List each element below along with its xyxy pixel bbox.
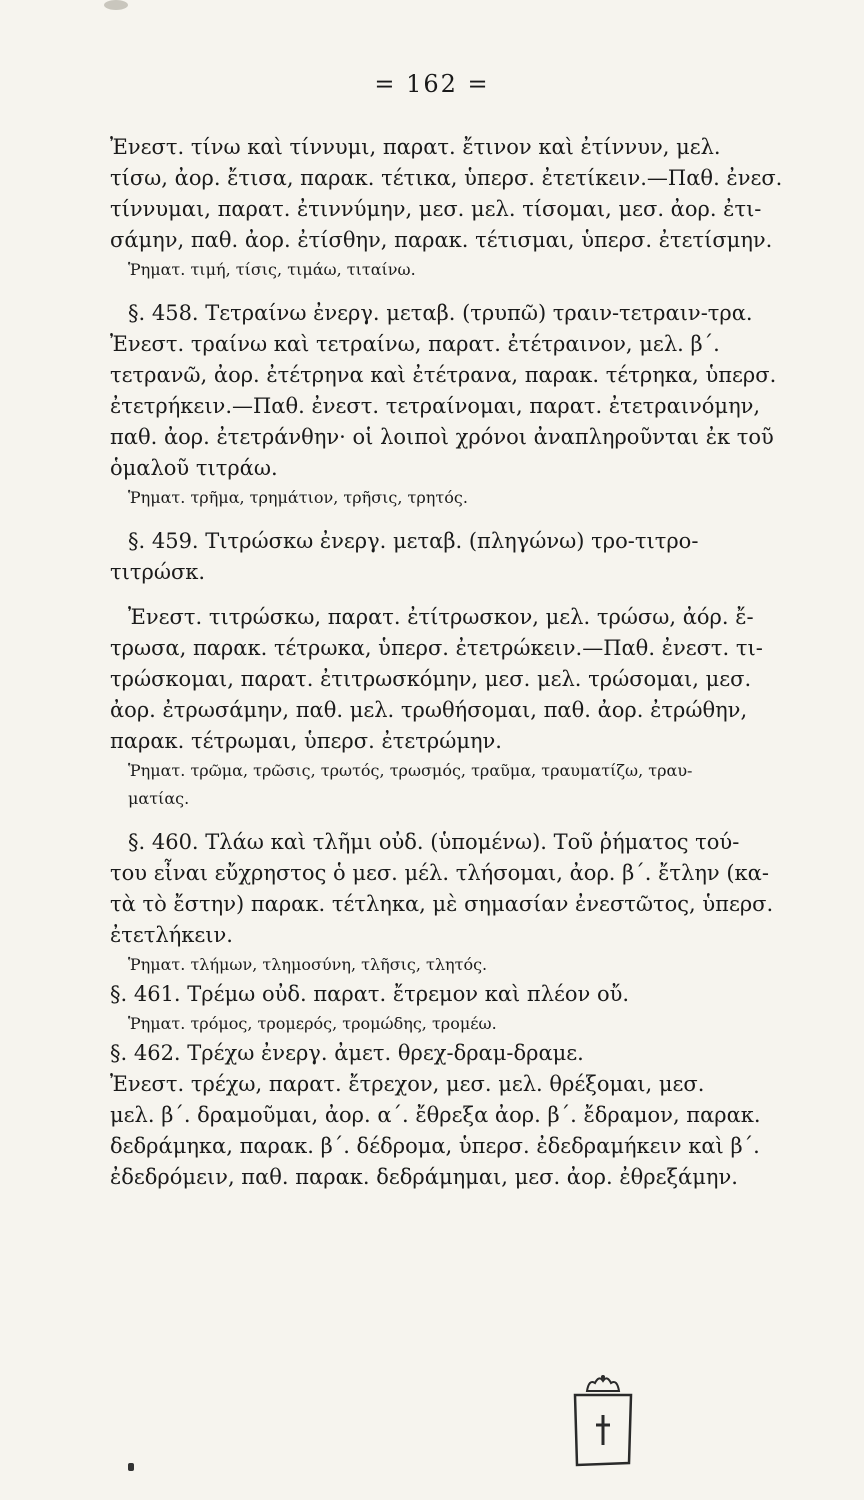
text-line: §. 462. Τρέχω ἐνεργ. ἀμετ. θρεχ-δραμ-δραμε. (110, 1041, 584, 1065)
text-line: τετρανῶ, ἀορ. ἐτέτρηνα καὶ ἐτέτρανα, παρακ. τέτρηκα, ὑπερσ. (110, 363, 777, 387)
page-body-text (110, 132, 800, 1193)
text-line: ἐτετρήκειν.—Παθ. ἐνεστ. τετραίνομαι, παρατ. ἐτετραινόμην, (110, 394, 761, 418)
text-line: του εἶναι εὔχρηστος ὁ μεσ. μέλ. τλήσομαι, ἀορ. β΄. ἔτλην (κα- (110, 861, 769, 885)
text-line: ἐτετλήκειν. (110, 923, 233, 947)
text-line: τρωσα, παρακ. τέτρωκα, ὑπερσ. ἐτετρώκειν.—Παθ. ἐνεστ. τι- (110, 636, 763, 660)
derivatives-line: Ῥηματ. τρῆμα, τρημάτιον, τρῆσις, τρητός. (128, 488, 468, 507)
derivatives-line: Ῥηματ. τρῶμα, τρῶσις, τρωτός, τρωσμός, τραῦμα, τραυματίζω, τραυ- (128, 761, 693, 780)
text-line: §. 460. Τλάω καὶ τλῆμι οὐδ. (ὑπομένω). Τοῦ ῥήματος τού- (128, 830, 740, 854)
derivatives-line: ματίας. (128, 789, 190, 808)
text-line: ἀορ. ἐτρωσάμην, παθ. μελ. τρωθήσομαι, παθ. ἀορ. ἐτρώθην, (110, 698, 748, 722)
text-line: παθ. ἀορ. ἐτετράνθην· οἱ λοιποὶ χρόνοι ἀναπληροῦνται ἐκ τοῦ (110, 425, 774, 449)
text-line: τιτρώσκ. (110, 560, 206, 584)
text-line: τίννυμαι, παρατ. ἐτιννύμην, μεσ. μελ. τίσομαι, μεσ. ἀορ. ἐτι- (110, 197, 762, 221)
text-line: τὰ τὸ ἔστην) παρακ. τέτληκα, μὲ σημασίαν ἐνεστῶτος, ὑπερσ. (110, 892, 774, 916)
library-stamp-cross-icon (563, 1373, 643, 1469)
text-line: παρακ. τέτρωμαι, ὑπερσ. ἐτετρώμην. (110, 729, 502, 753)
derivatives-line: Ῥηματ. τρόμος, τρομερός, τρομώδης, τρομέω. (128, 1014, 497, 1033)
text-line: §. 458. Τετραίνω ἐνεργ. μεταβ. (τρυπῶ) τραιν-τετραιν-τρα. (128, 301, 753, 325)
text-line: τίσω, ἀορ. ἔτισα, παρακ. τέτικα, ὑπερσ. ἐτετίκειν.—Παθ. ἐνεσ. (110, 166, 783, 190)
text-line: σάμην, παθ. ἀορ. ἐτίσθην, παρακ. τέτισμαι, ὑπερσ. ἐτετίσμην. (110, 228, 773, 252)
text-line: δεδράμηκα, παρακ. β΄. δέδρομα, ὑπερσ. ἐδεδραμήκειν καὶ β΄. (110, 1134, 760, 1158)
text-line: ἐδεδρόμειν, παθ. παρακ. δεδράμημαι, μεσ. ἀορ. ἐθρεξάμην. (110, 1165, 738, 1189)
text-line: Ἐνεστ. τραίνω καὶ τετραίνω, παρατ. ἐτέτραινον, μελ. β΄. (110, 332, 720, 356)
text-line: §. 461. Τρέμω οὐδ. παρατ. ἔτρεμον καὶ πλέον οὔ. (110, 982, 630, 1006)
ink-dot (128, 1463, 134, 1471)
text-line: Ἐνεστ. τίνω καὶ τίννυμι, παρατ. ἔτινον καὶ ἐτίννυν, μελ. (110, 135, 721, 159)
paper-speck (104, 0, 128, 10)
text-line: §. 459. Τιτρώσκω ἐνεργ. μεταβ. (πληγώνω) τρο-τιτρο- (128, 529, 699, 553)
text-line: ὁμαλοῦ τιτράω. (110, 456, 278, 480)
text-line: μελ. β΄. δραμοῦμαι, ἀορ. α΄. ἔθρεξα ἀορ. β΄. ἔδραμον, παρακ. (110, 1103, 761, 1127)
text-line: Ἐνεστ. τιτρώσκω, παρατ. ἐτίτρωσκον, μελ. τρώσω, ἀόρ. ἔ- (128, 605, 754, 629)
derivatives-line: Ῥηματ. τλήμων, τλημοσύνη, τλῆσις, τλητός. (128, 955, 488, 974)
derivatives-line: Ῥηματ. τιμή, τίσις, τιμάω, τιταίνω. (128, 260, 416, 279)
page-number: = 162 = (374, 70, 490, 98)
text-line: τρώσκομαι, παρατ. ἐτιτρωσκόμην, μεσ. μελ. τρώσομαι, μεσ. (110, 667, 752, 691)
text-line: Ἐνεστ. τρέχω, παρατ. ἔτρεχον, μεσ. μελ. θρέξομαι, μεσ. (110, 1072, 705, 1096)
